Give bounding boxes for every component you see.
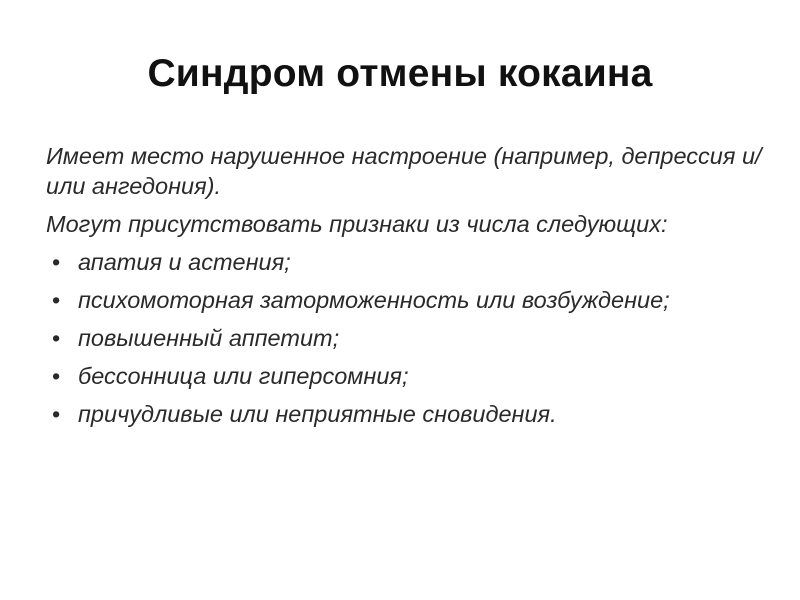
list-item-text: причудливые или неприятные сновидения.	[78, 401, 557, 427]
list-item	[46, 323, 766, 353]
bullet-icon: •	[52, 363, 61, 389]
slide-title: Синдром отмены кокаина	[147, 52, 653, 95]
bullet-icon: •	[52, 325, 61, 351]
list-item-text: повышенный аппетит;	[78, 325, 340, 351]
list-item	[46, 247, 766, 277]
slide-body	[46, 141, 766, 437]
list-item-text: психомоторная заторможенность или возбуждение;	[78, 287, 670, 313]
symptom-list	[46, 247, 766, 429]
list-item-text: бессонница или гиперсомния;	[78, 363, 409, 389]
bullet-icon: •	[52, 287, 61, 313]
bullet-icon: •	[52, 401, 61, 427]
paragraph-mood: Имеет место нарушенное настроение (например, депрессия и/или ангедония).	[46, 143, 762, 199]
list-item	[46, 285, 766, 315]
list-item	[46, 361, 766, 391]
list-item	[46, 399, 766, 429]
paragraph-signs-intro: Могут присутствовать признаки из числа следующих:	[46, 211, 668, 237]
bullet-icon: •	[52, 249, 61, 275]
list-item-text: апатия и астения;	[78, 249, 291, 275]
